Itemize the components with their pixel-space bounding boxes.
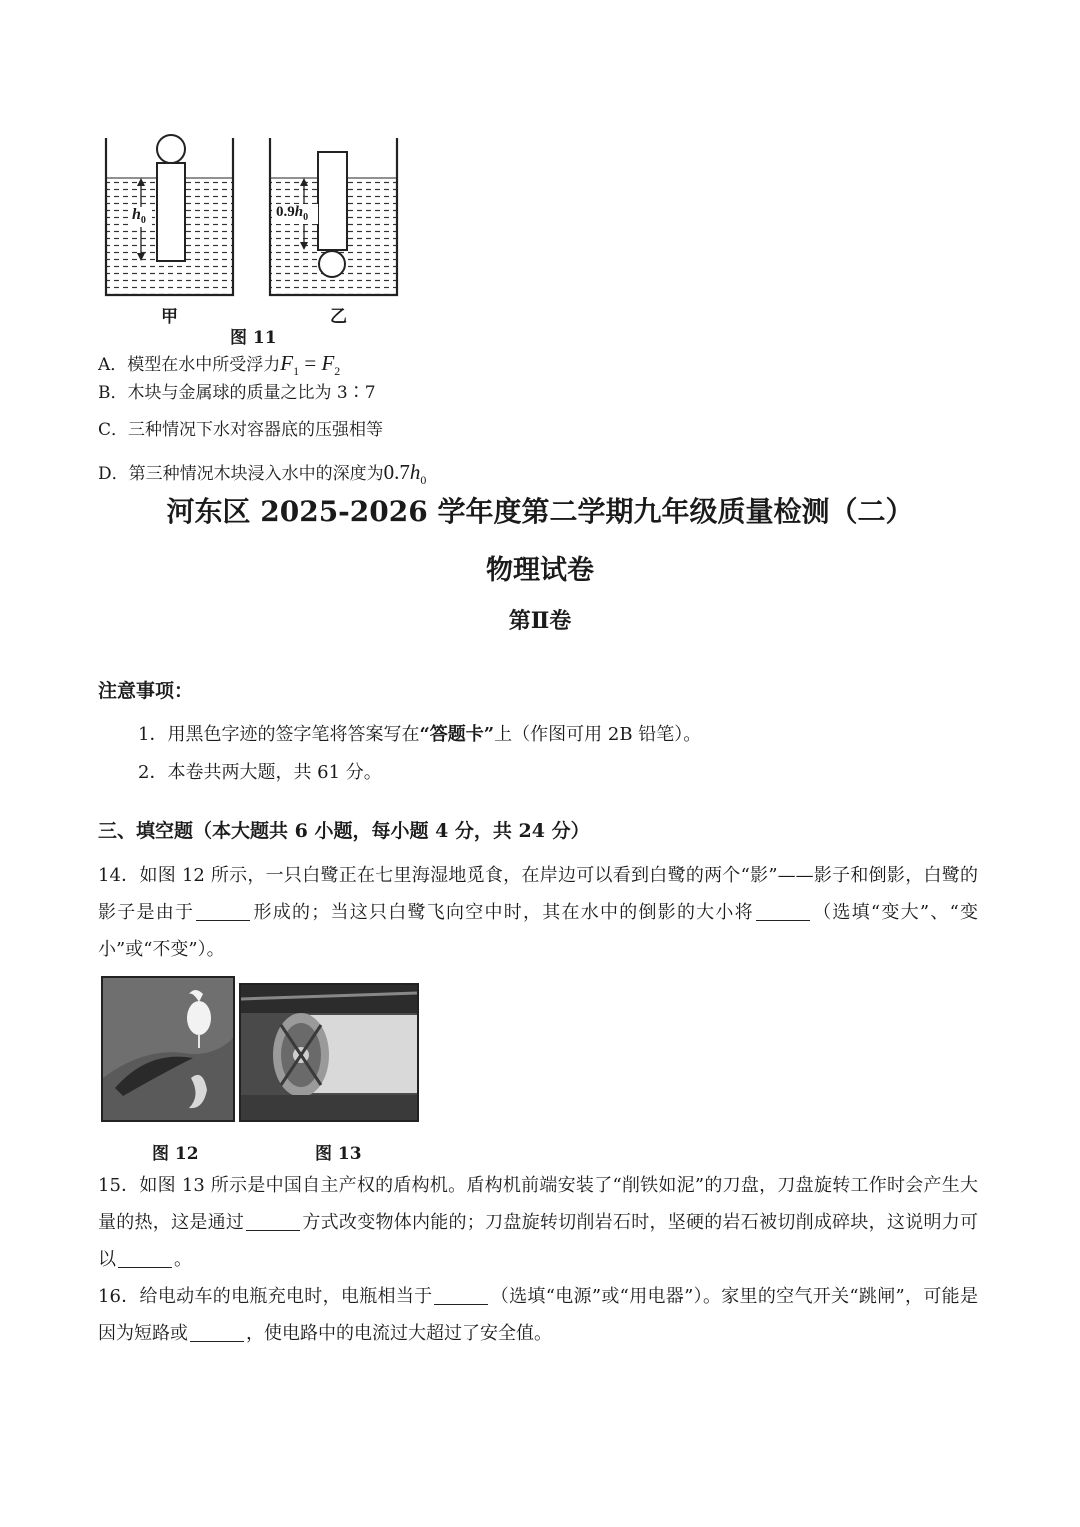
question-15: 15．如图 13 所示是中国自主产权的盾构机。盾构机前端安装了“削铁如泥”的刀盘，刀盘旋转工作时会产生大量的热，这是通过 方式改变物体内能的；刀盘旋转切削岩石时，坚硬的岩石被切削成碎块，这说明力可以 。 [98,1175,979,1270]
notes-heading: 注意事项： [98,680,194,702]
figure-label-jia: 甲 [161,307,178,327]
answer-blank [434,1286,488,1305]
option-b: B．木块与金属球的质量之比为 3∶7 [98,383,376,403]
h0-label-right: $0.9h_0$ [276,204,309,223]
question-16: 16．给电动车的电瓶充电时，电瓶相当于 （选填“电源”或“用电器”）。家里的空气开关“跳闸”，可能是因为短路或 ，使电路中的电流过大超过了安全值。 [98,1286,978,1344]
h0-label-left: $h_0$ [132,206,146,227]
notes-item-2: 2．本卷共两大题，共 61 分。 [138,762,382,783]
exam-title: 河东区 2025-2026 学年度第二学期九年级质量检测（二） [166,495,914,528]
section-3-heading: 三、填空题（本大题共 6 小题，每小题 4 分，共 24 分） [98,820,590,842]
answer-blank [190,1323,244,1342]
figure-label-yi: 乙 [330,307,347,327]
answer-blank [246,1212,300,1231]
container-left [106,135,233,295]
egret-illustration [103,978,233,1120]
shield-machine-illustration [241,985,417,1120]
answer-blank [756,902,810,921]
option-d: D．第三种情况木块浸入水中的深度为$0.7h_0$ [98,460,427,488]
notes-item-1: 1．用黑色字迹的签字笔将答案写在“答题卡”上（作图可用 2B 铅笔）。 [138,724,702,745]
answer-blank [196,902,250,921]
option-a: A．模型在水中所受浮力$F_1 = F_2$ [98,351,341,379]
figure-11-caption: 图 11 [230,328,277,348]
figure-13-photo [239,983,419,1122]
figure-13-caption: 图 13 [315,1144,362,1164]
wood-block-right [318,152,347,250]
metal-ball-right [319,251,345,277]
wood-block-left [157,163,185,261]
metal-ball-left [157,135,185,163]
figure-12-photo [101,976,235,1122]
question-14: 14．如图 12 所示，一只白鹭正在七里海湿地觅食，在岸边可以看到白鹭的两个“影”——影子和倒影，白鹭的影子是由于 形成的；当这只白鹭飞向空中时，其在水中的倒影的大小将 （选填“变大”、“变小”或“不变”）。 [98,865,979,960]
answer-blank [118,1249,172,1268]
figure-12-caption: 图 12 [152,1144,199,1164]
figure-11-diagram [96,130,416,330]
subject-title: 物理试卷 [486,555,594,586]
volume-title: 第Ⅱ卷 [508,608,572,634]
option-c: C．三种情况下水对容器底的压强相等 [98,420,384,440]
